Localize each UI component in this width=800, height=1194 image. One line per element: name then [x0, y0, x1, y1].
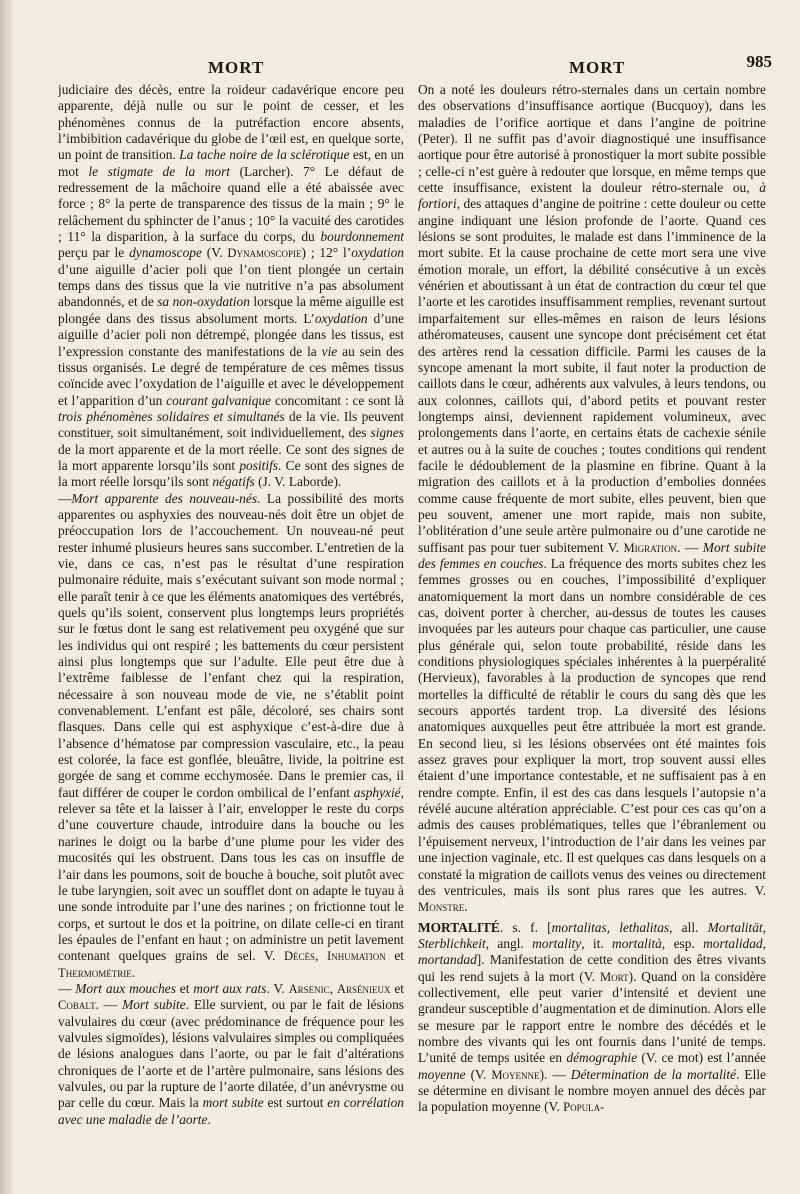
running-head-left-title: MORT — [208, 58, 265, 77]
paragraph-mort-signs: judiciaire des décès, entre la roideur cadavérique encore peu apparente, déjà nulle ou sur le point de cesser, et les phénomènes connus de la putréfaction encore absents, l’imbibition cadavérique du globe de l’œil est, en quelque sorte, un point de transition. La tache noire de la sclérotique est, en un mot le stigmate de la mort (Larcher). 7° Le défaut de redressement de la mâchoire quand elle a été abaissée avec force ; 8° la perte de transparence des tissus de la main ; 9° le relâchement du sphincter de l’anus ; 10° la vacuité des carotides ; 11° la disparition, à la surface du corps, du bourdonnement perçu par le dynamoscope (V. Dynamoscopie) ; 12° l’oxydation d’une aiguille d’acier poli que l’on tient plongée un certain temps dans des tissus que la vie nutritive n’a pas absolument abandonnés, et de sa non-oxydation lorsque la même aiguille est plongée dans des tissus absolument morts. L’oxydation d’une aiguille d’acier poli non détrempé, plongée dans les tissus, est l’expression constante des manifestations de la vie au sein des tissus organisés. Le degré de température de ces mêmes tissus coïncide avec l’oxydation de l’aiguille et avec le développement et l’apparition d’un courant galvanique concomitant : ce sont là trois phénomènes solidaires et simultanés de la vie. Ils peuvent constituer, soit simultanément, soit individuellement, des signes de la mort apparente et de la mort réelle. Ce sont des signes de la mort apparente lorsqu’ils sont positifs. Ce sont des signes de la mort réelle lorsqu’ils sont négatifs (J. V. Laborde). — [58, 82, 404, 490]
running-head — [56, 52, 772, 82]
page-number: 985 — [746, 52, 772, 71]
page-edge-shadow — [0, 0, 14, 1194]
paragraph-mort-subite: — Mort aux mouches et mort aux rats. V. Arsenic, Arsénieux et Cobalt. — Mort subite. Elle survient, ou par le fait de lésions valvulaires du cœur (avec prédominance de fréquence pour les valvules sigmoïdes), lésions valvulaires simples ou compliquées de lésions analogues dans l’aorte, ou par le fait d’altérations chroniques de l’aorte et de l’artère pulmonaire, sans lésions des valvules, ou par la rupture de l’aorte dilatée, d’un anévrysme ou par celle du cœur. Mais la mort subite est surtout en corrélation avec une maladie de l’aorte. — [58, 980, 404, 1127]
paragraph-mort-apparente-nouveau-nes: —Mort apparente des nouveau-nés. La possibilité des morts apparentes ou asphyxies des nouveau-nés doit être un objet de préoccupation lors de l’accouchement. Un nouveau-né peut rester inhumé plusieurs heures sans succomber. L’entretien de la vie, dans ce cas, n’est pas le résultat d’une respiration pulmonaire réduite, mais s’exécutant suivant son mode normal ; elle paraît tenir à ce que les éléments anatomiques des vertébrés, quels qu’ils soient, conservent plus longtemps leurs propriétés sur le fœtus dont le sang est relativement peu oxygéné que sur les individus qui ont respiré ; les battements du cœur persistent ainsi plus longtemps que sur l’adulte. Elle peut être due à l’extrême faiblesse de l’enfant chez qui la respiration, nécessaire à son nouveau mode de vie, ne s’établit point convenablement. L’enfant est pâle, décoloré, ses chairs sont flasques. Dans celle qui est asphyxique c’est-à-dire due à l’absence d’hématose par compression vasculaire, etc., la peau est colorée, la face est gonflée, bleuâtre, livide, la poitrine est gorgée de sang et comme ecchymosée. Dans le premier cas, il faut différer de couper le cordon ombilical de l’enfant asphyxié, relever sa tête et la laisser à l’air, envelopper le reste du corps d’une couverture chaude, introduire dans la bouche ou les narines le doigt ou la barbe d’une plume pour les vider des mucosités qui les obstruent. Dans tous les cas on insuffle de l’air dans les poumons, soit de bouche à bouche, soit plutôt avec le tube laryngien, soit avec un soufflet dont on adapte le tuyau à une sonde introduite par l’une des narines ; on frictionne tout le corps, et surtout le dos et la poitrine, on dilate celle-ci en tirant les épaules de l’enfant en haut ; on administre un petit lavement contenant quelques grains de sel. V. Décès, Inhumation et Thermométrie. — [58, 490, 404, 980]
left-column — [58, 82, 404, 1182]
right-column — [418, 82, 766, 1182]
running-head-right-title: MORT — [569, 58, 626, 77]
entry-mortalite: MORTALITÉ. s. f. [mortalitas, lethalitas, all. Mortalität, Sterblichkeit, angl. mortality, it. mortalità, esp. mortalidad, mortandad]. Manifestation de cette condition des êtres vivants qui les rend sujets à la mort (V. Mort). Quand on la considère collectivement, elle peut varier d’intensité et devient une grandeur susceptible d’augmentation et de diminution. Alors elle se mesure par le rapport entre le nombre des décédés et le nombre des vivants qui les ont fournis dans l’unité de temps. L’unité de temps usitée en démographie (V. ce mot) est l’année moyenne (V. Moyenne). — Détermination de la mortalité. Elle se détermine en divisant le nombre moyen annuel des décès par la population moyenne (V. Popula- — [418, 919, 766, 1115]
paragraph-mort-subite-continued: On a noté les douleurs rétro-sternales dans un certain nombre des observations d’insuffisance aortique (Bucquoy), dans les maladies de l’orifice aortique et dans l’angine de poitrine (Peter). Il ne suffit pas d’avoir diagnostiqué une insuffisance aortique pour être autorisé à pronostiquer la mort subite possible ; celle-ci n’est guère à redouter que lorsque, en même temps que cette insuffisance, existent la douleur rétro-sternale ou, à fortiori, des attaques d’angine de poitrine : cette douleur ou cette angine indiquant une lésion profonde de l’aorte. Quand ces lésions se sont produites, le malade est dans l’imminence de la mort subite. Et la cause prochaine de cette mort sera une vive émotion morale, un effort, la débilité consécutive à un excès vénérien et aboutissant à un état de contraction du cœur tel que l’aorte et les carotides insuffisamment remplies, revenant surtout imparfaitement sur elles-mêmes en raison de leurs lésions athéromateuses, causent une syncope dont précisément cet état des artères rend la cessation difficile. Parmi les causes de la syncope amenant la mort subite, il faut noter la production de caillots dans le cœur, adhérents aux valvules, à leurs tendons, ou aux colonnes, caillots qui, d’abord petits et pouvant rester longtemps ainsi, deviennent rapidement volumineux, avec prolongements dans l’aorte, en certains états de cachexie sénile et autres ou à la suite de couches ; toutes conditions qui rendent facile le dédoublement de la plasmine en fibrine. Quant à la migration des caillots et à la production d’embolies données comme cause fréquente de mort subite, elles peuvent, bien que peu souvent, amener une mort rapide, mais non subite, l’oblitération d’une seule artère pulmonaire ou d’une carotide ne suffisant pas pour tuer subitement V. Migration. — Mort subite des femmes en couches. La fréquence des morts subites chez les femmes grosses ou en couches, l’impossibilité d’expliquer anatomiquement la mort dans un nombre considérable de ces cas, doivent porter à chercher, au-dessus de toutes les causes invoquées par les auteurs pour chaque cas particulier, une cause plus générale qui, selon toute probabilité, réside dans les conditions physiologiques spéciales inhérentes à la puerpéralité (Hervieux), favorables à la production de syncopes que rend mortelles la difficulté de rétablir le cours du sang dès que les secours apportés tardent trop. La diversité des lésions anatomiques auxquelles peut être attribuée la mort est grande. En second lieu, si les lésions observées ont été maintes fois assez graves pour expliquer la mort, trop souvent aussi elles étaient d’une importance contestable, et ne suffisaient pas à en rendre compte. Enfin, il est des cas dans lesquels l’autopsie n’a révélé aucune altération appréciable. C’est pour ces cas qu’on a admis des causes problématiques, telles que l’ébranlement ou l’épuisement nerveux, l’introduction de l’air dans les veines par une injection vaginale, etc. Il est quelques cas dans lesquels on a constaté la migration de caillots venus des veines ou directement des ventricules, mais ils sont plus rares que les autres. V. Monstre. — [418, 82, 766, 915]
entry-headword: MORTALITÉ — [418, 919, 500, 935]
